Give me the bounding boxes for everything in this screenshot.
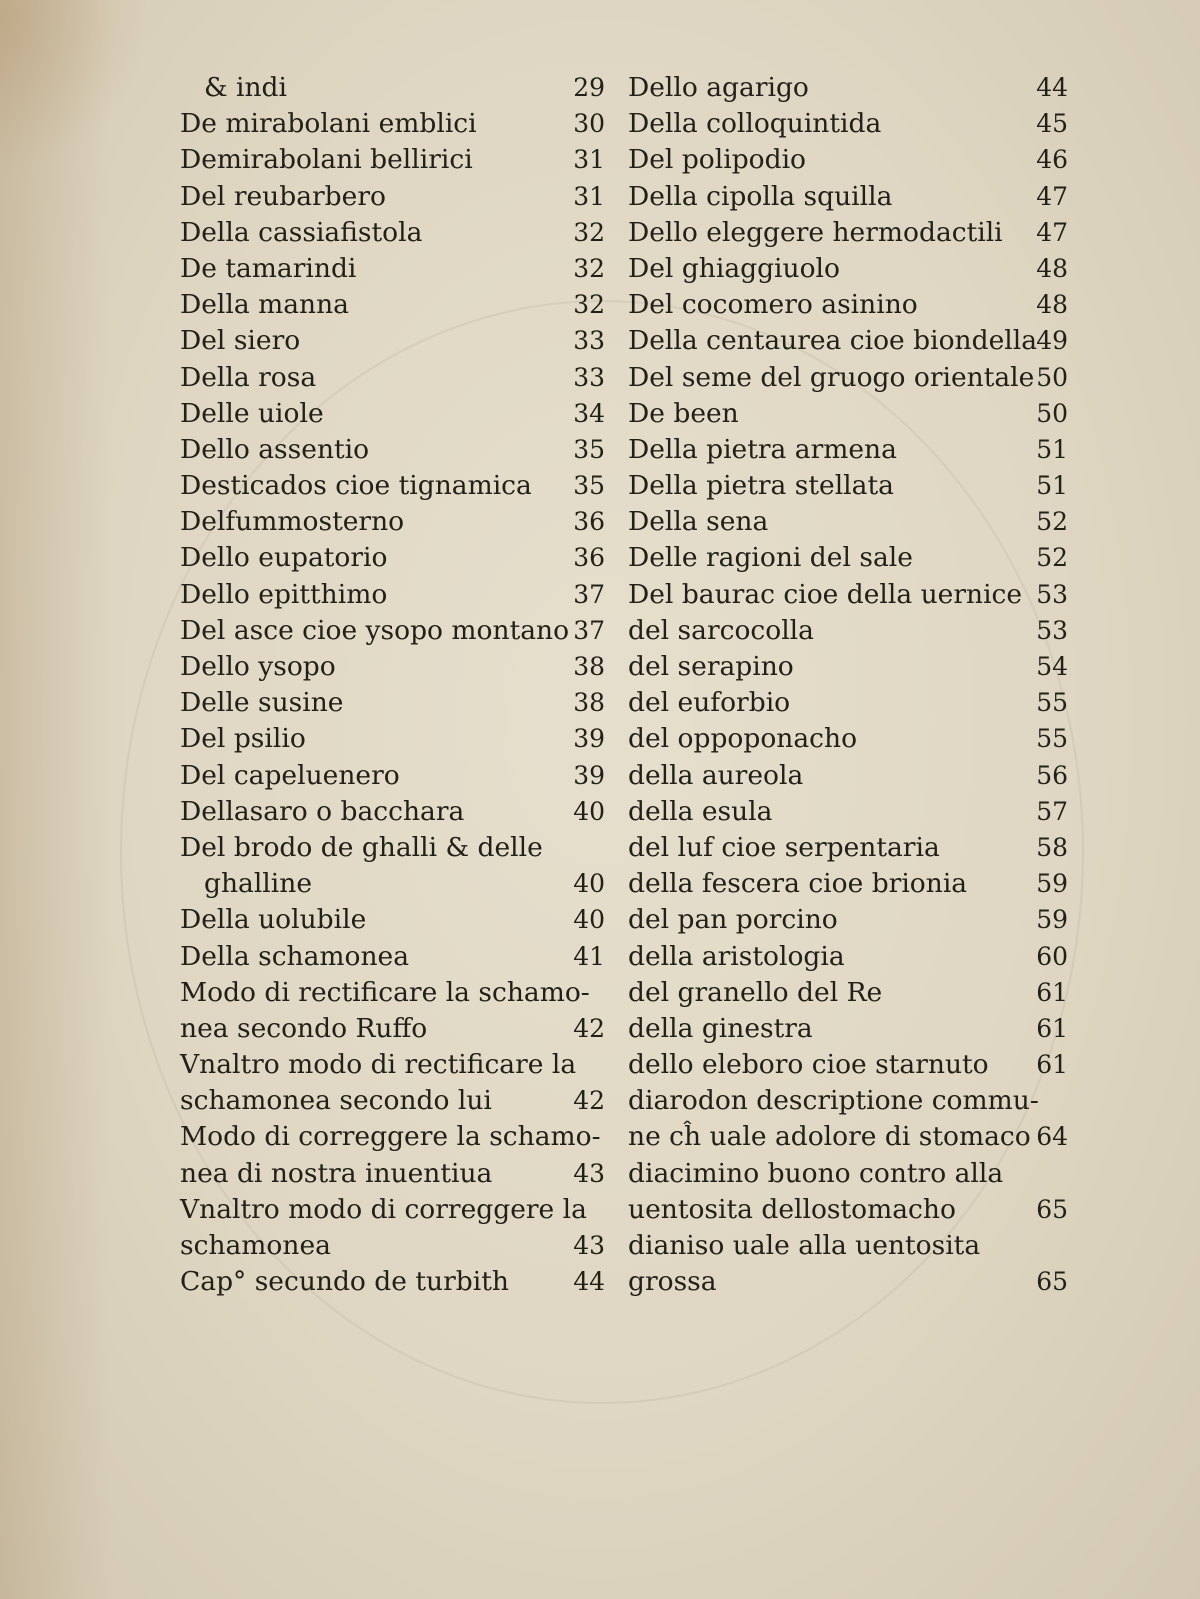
entry-page-number: 37 — [573, 579, 605, 609]
index-entry — [180, 1228, 605, 1264]
index-entry — [180, 540, 605, 576]
entry-title: Della centaurea cioe biondella — [628, 325, 1038, 357]
entry-title: Della cipolla squilla — [628, 180, 893, 212]
index-entry — [180, 323, 605, 359]
entry-page-number: 33 — [573, 362, 605, 392]
index-entry — [180, 1192, 605, 1228]
entry-title: Dellasaro o bacchara — [180, 795, 465, 827]
entry-title: ne cĥ uale adolore di stomaco — [628, 1121, 1031, 1153]
entry-title: Della pietra armena — [628, 433, 897, 465]
index-entry — [180, 613, 605, 649]
entry-page-number: 48 — [1036, 253, 1068, 283]
index-entry — [628, 106, 1068, 142]
entry-page-number: 65 — [1036, 1267, 1068, 1297]
entry-title: Del baurac cioe della uernice — [628, 578, 1023, 610]
entry-page-number: 61 — [1036, 1050, 1068, 1080]
index-entry — [628, 70, 1068, 106]
entry-page-number: 53 — [1036, 615, 1068, 645]
entry-title: schamonea secondo lui — [180, 1085, 492, 1117]
entry-title: Dello assentio — [180, 433, 370, 465]
index-entry — [180, 179, 605, 215]
index-entry — [628, 1228, 1068, 1264]
entry-title: Del brodo de ghalli & delle — [180, 831, 543, 863]
index-entry — [628, 866, 1068, 902]
entry-page-number: 30 — [573, 109, 605, 139]
index-entry — [180, 866, 605, 902]
index-entry — [180, 1156, 605, 1192]
index-entry — [628, 1083, 1068, 1119]
entry-title: Delle ragioni del sale — [628, 542, 913, 574]
entry-title: Della schamonea — [180, 940, 410, 972]
entry-page-number: 46 — [1036, 145, 1068, 175]
entry-page-number: 51 — [1036, 471, 1068, 501]
entry-title: Della uolubile — [180, 904, 367, 936]
entry-page-number: 38 — [573, 652, 605, 681]
entry-title: del serapino — [628, 651, 794, 682]
index-entry — [180, 649, 605, 685]
entry-page-number: 54 — [1036, 652, 1068, 681]
entry-page-number: 59 — [1036, 869, 1068, 899]
entry-page-number: 50 — [1036, 362, 1068, 392]
index-entry — [628, 142, 1068, 178]
entry-page-number: 34 — [573, 398, 605, 428]
entry-page-number: 40 — [573, 796, 605, 826]
entry-title: Del ghiaggiuolo — [628, 252, 840, 284]
index-entry — [180, 1047, 605, 1083]
entry-page-number: 57 — [1036, 796, 1068, 826]
entry-page-number: 42 — [573, 1086, 605, 1116]
entry-title: Della cassiafistola — [180, 216, 423, 248]
index-entry — [628, 975, 1068, 1011]
entry-title: Vnaltro modo di rectificare la — [180, 1049, 577, 1081]
index-entry — [180, 396, 605, 432]
index-entry — [180, 1264, 605, 1300]
index-column-right — [628, 70, 1068, 1300]
entry-title: Del reubarbero — [180, 180, 386, 212]
entry-title: Del siero — [180, 325, 301, 357]
page-stain-top — [0, 0, 150, 170]
entry-page-number: 45 — [1036, 109, 1068, 139]
entry-title: del euforbio — [628, 687, 791, 719]
index-entry — [180, 830, 605, 866]
entry-page-number: 41 — [573, 941, 605, 971]
entry-title: Vnaltro modo di correggere la — [180, 1193, 587, 1225]
entry-title: del granello del Re — [628, 976, 883, 1008]
entry-page-number: 47 — [1036, 217, 1068, 247]
entry-title: Modo di rectificare la schamo- — [180, 976, 590, 1008]
index-entry — [628, 323, 1068, 359]
entry-title: della esula — [628, 795, 773, 827]
entry-page-number: 31 — [573, 145, 605, 175]
index-entry — [628, 468, 1068, 504]
entry-page-number: 52 — [1036, 507, 1068, 537]
entry-title: dianiso uale alla uentosita — [628, 1230, 981, 1261]
index-entry — [628, 287, 1068, 323]
page-stain-left — [0, 0, 110, 1599]
entry-page-number: 35 — [573, 434, 605, 464]
index-entry — [628, 1047, 1068, 1083]
index-entry — [180, 106, 605, 142]
index-entry — [180, 939, 605, 975]
entry-page-number: 37 — [573, 615, 605, 645]
entry-page-number: 55 — [1036, 688, 1068, 718]
index-entry — [628, 1156, 1068, 1192]
entry-title: Della colloquintida — [628, 108, 882, 140]
entry-title: Della manna — [180, 289, 349, 321]
entry-page-number: 59 — [1036, 905, 1068, 935]
entry-title: Della pietra stellata — [628, 470, 894, 502]
index-entry — [180, 504, 605, 540]
entry-title: Del capeluenero — [180, 759, 400, 791]
entry-page-number: 32 — [573, 253, 605, 283]
entry-title: della aureola — [628, 759, 804, 791]
index-entry — [180, 468, 605, 504]
entry-page-number: 51 — [1036, 434, 1068, 464]
index-entry — [628, 939, 1068, 975]
entry-page-number: 42 — [573, 1013, 605, 1043]
index-entry — [180, 1119, 605, 1155]
entry-page-number: 40 — [573, 905, 605, 935]
entry-title: schamonea — [180, 1230, 331, 1261]
index-entry — [180, 758, 605, 794]
entry-title: Delle susine — [180, 687, 344, 719]
entry-title: & indi — [204, 72, 287, 103]
index-entry — [180, 975, 605, 1011]
index-entry — [628, 1119, 1068, 1155]
entry-page-number: 38 — [573, 688, 605, 718]
index-entry — [628, 1011, 1068, 1047]
entry-title: Dello ysopo — [180, 651, 336, 682]
entry-title: Dello agarigo — [628, 72, 809, 103]
entry-page-number: 33 — [573, 326, 605, 356]
entry-title: Del cocomero asinino — [628, 289, 918, 321]
entry-title: del sarcocolla — [628, 614, 814, 646]
entry-title: Del psilio — [180, 723, 306, 755]
index-entry — [628, 540, 1068, 576]
entry-title: Delle uiole — [180, 397, 324, 429]
entry-page-number: 39 — [573, 760, 605, 790]
index-entry — [628, 396, 1068, 432]
entry-page-number: 53 — [1036, 579, 1068, 609]
entry-title: Della rosa — [180, 361, 317, 393]
entry-title: nea secondo Ruffo — [180, 1012, 428, 1044]
index-entry — [628, 902, 1068, 938]
entry-title: Del seme del gruogo orientale — [628, 361, 1035, 393]
entry-title: della ginestra — [628, 1012, 813, 1044]
index-entry — [628, 577, 1068, 613]
index-entry — [180, 902, 605, 938]
entry-page-number: 31 — [573, 181, 605, 211]
entry-title: grossa — [628, 1266, 717, 1298]
index-entry — [180, 1011, 605, 1047]
index-entry — [628, 360, 1068, 396]
index-entry — [180, 721, 605, 757]
entry-title: del pan porcino — [628, 904, 838, 936]
index-entry — [180, 794, 605, 830]
entry-title: Demirabolani bellirici — [180, 144, 473, 176]
entry-page-number: 44 — [1036, 73, 1068, 102]
index-entry — [180, 70, 605, 106]
index-entry — [180, 685, 605, 721]
entry-title: diarodon descriptione commu- — [628, 1085, 1039, 1117]
entry-page-number: 48 — [1036, 290, 1068, 320]
entry-page-number: 29 — [573, 73, 605, 102]
entry-page-number: 49 — [1036, 326, 1068, 356]
entry-page-number: 61 — [1036, 977, 1068, 1007]
entry-title: De been — [628, 397, 739, 429]
entry-title: Dello eupatorio — [180, 542, 388, 574]
entry-title: Modo di correggere la schamo- — [180, 1121, 601, 1153]
index-entry — [180, 251, 605, 287]
entry-page-number: 40 — [573, 869, 605, 899]
entry-page-number: 55 — [1036, 724, 1068, 754]
entry-page-number: 56 — [1036, 760, 1068, 790]
entry-title: Del polipodio — [628, 144, 807, 176]
index-entry — [628, 251, 1068, 287]
index-entry — [628, 613, 1068, 649]
index-entry — [628, 504, 1068, 540]
entry-title: Del asce cioe ysopo montano — [180, 614, 570, 646]
entry-title: De mirabolani emblici — [180, 108, 477, 140]
entry-title: Delfummosterno — [180, 506, 405, 538]
index-entry — [628, 215, 1068, 251]
index-entry — [628, 685, 1068, 721]
entry-page-number: 60 — [1036, 941, 1068, 971]
entry-page-number: 65 — [1036, 1194, 1068, 1224]
entry-page-number: 50 — [1036, 398, 1068, 428]
entry-title: dello eleboro cioe starnuto — [628, 1049, 989, 1081]
entry-page-number: 58 — [1036, 832, 1068, 862]
entry-page-number: 35 — [573, 471, 605, 501]
index-entry — [180, 360, 605, 396]
index-entry — [628, 432, 1068, 468]
entry-page-number: 32 — [573, 217, 605, 247]
entry-page-number: 64 — [1036, 1122, 1068, 1152]
entry-title: diacimino buono contro alla — [628, 1157, 1004, 1189]
entry-title: Della sena — [628, 506, 769, 538]
entry-page-number: 39 — [573, 724, 605, 754]
entry-page-number: 43 — [573, 1231, 605, 1260]
index-entry — [180, 215, 605, 251]
entry-title: Dello epitthimo — [180, 578, 388, 610]
entry-page-number: 43 — [573, 1158, 605, 1188]
entry-title: De tamarindi — [180, 252, 357, 284]
index-entry — [180, 142, 605, 178]
entry-page-number: 36 — [573, 543, 605, 573]
index-entry — [628, 179, 1068, 215]
index-entry — [628, 721, 1068, 757]
entry-page-number: 32 — [573, 290, 605, 320]
index-entry — [180, 432, 605, 468]
index-entry — [180, 577, 605, 613]
entry-title: Desticados cioe tignamica — [180, 470, 532, 502]
index-entry — [628, 649, 1068, 685]
entry-title: della fescera cioe brionia — [628, 868, 968, 900]
entry-title: Cap° secundo de turbith — [180, 1266, 509, 1298]
entry-title: del oppoponacho — [628, 723, 858, 755]
entry-title: Dello eleggere hermodactili — [628, 216, 1003, 248]
entry-title: uentosita dellostomacho — [628, 1193, 956, 1225]
entry-page-number: 52 — [1036, 543, 1068, 573]
index-entry — [628, 758, 1068, 794]
index-entry — [628, 794, 1068, 830]
entry-title: nea di nostra inuentiua — [180, 1157, 493, 1189]
entry-page-number: 47 — [1036, 181, 1068, 211]
entry-page-number: 61 — [1036, 1013, 1068, 1043]
entry-title: del luf cioe serpentaria — [628, 831, 940, 863]
entry-title: della aristologia — [628, 940, 845, 972]
entry-title: ghalline — [204, 868, 313, 900]
entry-page-number: 36 — [573, 507, 605, 537]
index-entry — [180, 287, 605, 323]
index-entry — [628, 830, 1068, 866]
index-entry — [628, 1264, 1068, 1300]
index-entry — [180, 1083, 605, 1119]
index-column-left — [180, 70, 605, 1300]
entry-page-number: 44 — [573, 1267, 605, 1297]
index-entry — [628, 1192, 1068, 1228]
